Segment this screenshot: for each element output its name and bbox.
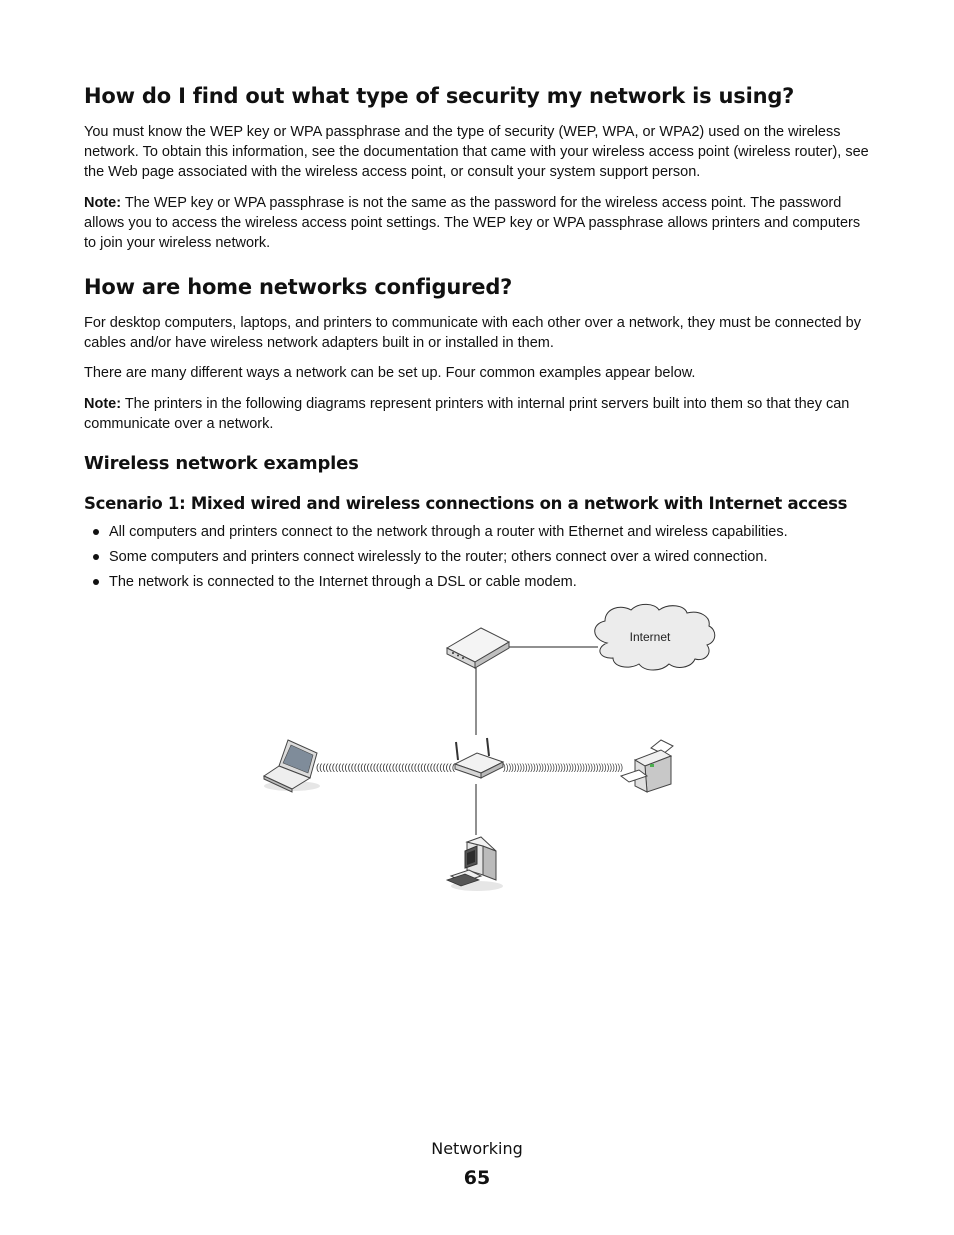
note-label: Note:: [84, 396, 122, 412]
modem-icon: [447, 628, 509, 668]
network-diagram: [255, 600, 725, 900]
security-paragraph: You must know the WEP key or WPA passphrase and the type of security (WEP, WPA, or WPA2) used on the wireless network. To obtain this information, see the documentation that came with your wireless access point (wireless router), see the Web page associated with the wireless access point, or consult your system support person.: [84, 124, 869, 180]
internet-cloud-icon: [595, 604, 715, 670]
heading-scenario-1: Scenario 1: Mixed wired and wireless connections on a network with Internet access: [84, 494, 848, 513]
scenario-bullet-list: [84, 522, 874, 597]
desktop-computer-icon: [447, 837, 503, 891]
setup-ways-paragraph: There are many different ways a network can be set up. Four common examples appear below.: [84, 365, 696, 381]
printer-icon: [621, 740, 673, 792]
footer-section-label: Networking: [431, 1139, 523, 1158]
list-item: All computers and printers connect to the network through a router with Ethernet and wireless capabilities.: [84, 522, 874, 547]
security-note: [84, 193, 874, 253]
note-text: The WEP key or WPA passphrase is not the same as the password for the wireless access point. The password allows you to access the wireless access point settings. The WEP key or WPA passphrase allows printers and computers to join your wireless network.: [84, 195, 861, 251]
note-label: Note:: [84, 195, 122, 211]
footer-page-number: 65: [463, 1167, 491, 1189]
wireless-signal-left: ((((((((((((((((((((((((((((((((((((((((((((: [316, 762, 455, 772]
note-text: The printers in the following diagrams represent printers with internal print servers built into them so that they can communicate over a network.: [84, 396, 850, 432]
list-item: Some computers and printers connect wirelessly to the router; others connect over a wired connection.: [84, 547, 874, 572]
printers-note: [84, 394, 874, 434]
laptop-icon: [264, 740, 320, 792]
heading-wireless-examples: Wireless network examples: [84, 453, 359, 474]
list-item: The network is connected to the Internet through a DSL or cable modem.: [84, 572, 874, 597]
internet-cloud-label: Internet: [629, 630, 671, 644]
router-icon: [455, 738, 503, 778]
home-networks-paragraph: For desktop computers, laptops, and printers to communicate with each other over a network, they must be connected by cables and/or have wireless network adapters built in or installed in them.: [84, 315, 861, 351]
heading-home-networks: How are home networks configured?: [84, 275, 513, 299]
wireless-signal-right: )))))))))))))))))))))))))))))))))))))))))))): [503, 762, 623, 772]
heading-security-type: How do I find out what type of security my network is using?: [84, 84, 795, 108]
